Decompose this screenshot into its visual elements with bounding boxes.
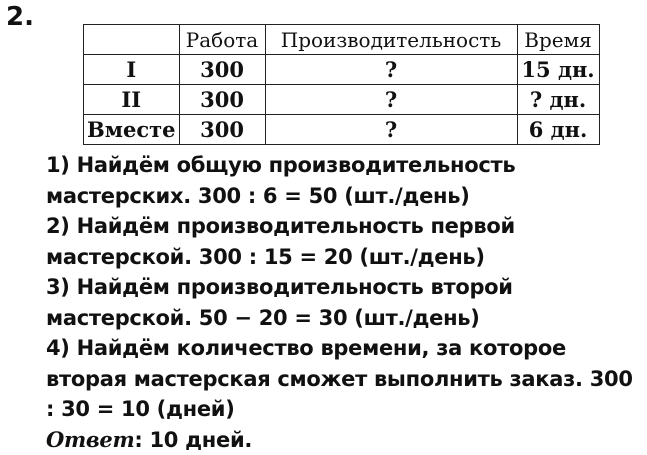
- answer-line: [46, 425, 644, 455]
- table-cell: I: [84, 55, 180, 85]
- table-cell: ?: [265, 55, 517, 85]
- data-table: [83, 24, 600, 145]
- table-cell: 300: [179, 85, 265, 115]
- solution-step: 1) Найдём общую производительность мастерских. 300 : 6 = 50 (шт./день): [46, 150, 644, 211]
- table-header-cell: Работа: [179, 25, 265, 55]
- table-row: [84, 85, 600, 115]
- table-cell: II: [84, 85, 180, 115]
- table-header-cell: Производительность: [265, 25, 517, 55]
- table-cell: 15 дн.: [517, 55, 599, 85]
- table-header-cell: Время: [517, 25, 599, 55]
- task-number: 2.: [6, 2, 34, 32]
- table-header-cell: [84, 25, 180, 55]
- solution-step: 2) Найдём производительность первой мастерской. 300 : 15 = 20 (шт./день): [46, 211, 644, 272]
- table-cell: ?: [265, 85, 517, 115]
- table-row: [84, 55, 600, 85]
- answer-value: : 10 дней.: [134, 428, 252, 452]
- solution-step: 4) Найдём количество времени, за которое вторая мастерская сможет выполнить заказ. 300 : 30 = 10 (дней): [46, 333, 644, 425]
- table-cell: 300: [179, 55, 265, 85]
- table-cell: Вместе: [84, 115, 180, 145]
- answer-label: Ответ: [46, 427, 134, 452]
- solution-text: [46, 150, 644, 455]
- table-cell: ?: [265, 115, 517, 145]
- table-row: [84, 115, 600, 145]
- table-cell: 300: [179, 115, 265, 145]
- table-header-row: [84, 25, 600, 55]
- solution-step: 3) Найдём производительность второй мастерской. 50 − 20 = 30 (шт./день): [46, 272, 644, 333]
- table-cell: ? дн.: [517, 85, 599, 115]
- table-cell: 6 дн.: [517, 115, 599, 145]
